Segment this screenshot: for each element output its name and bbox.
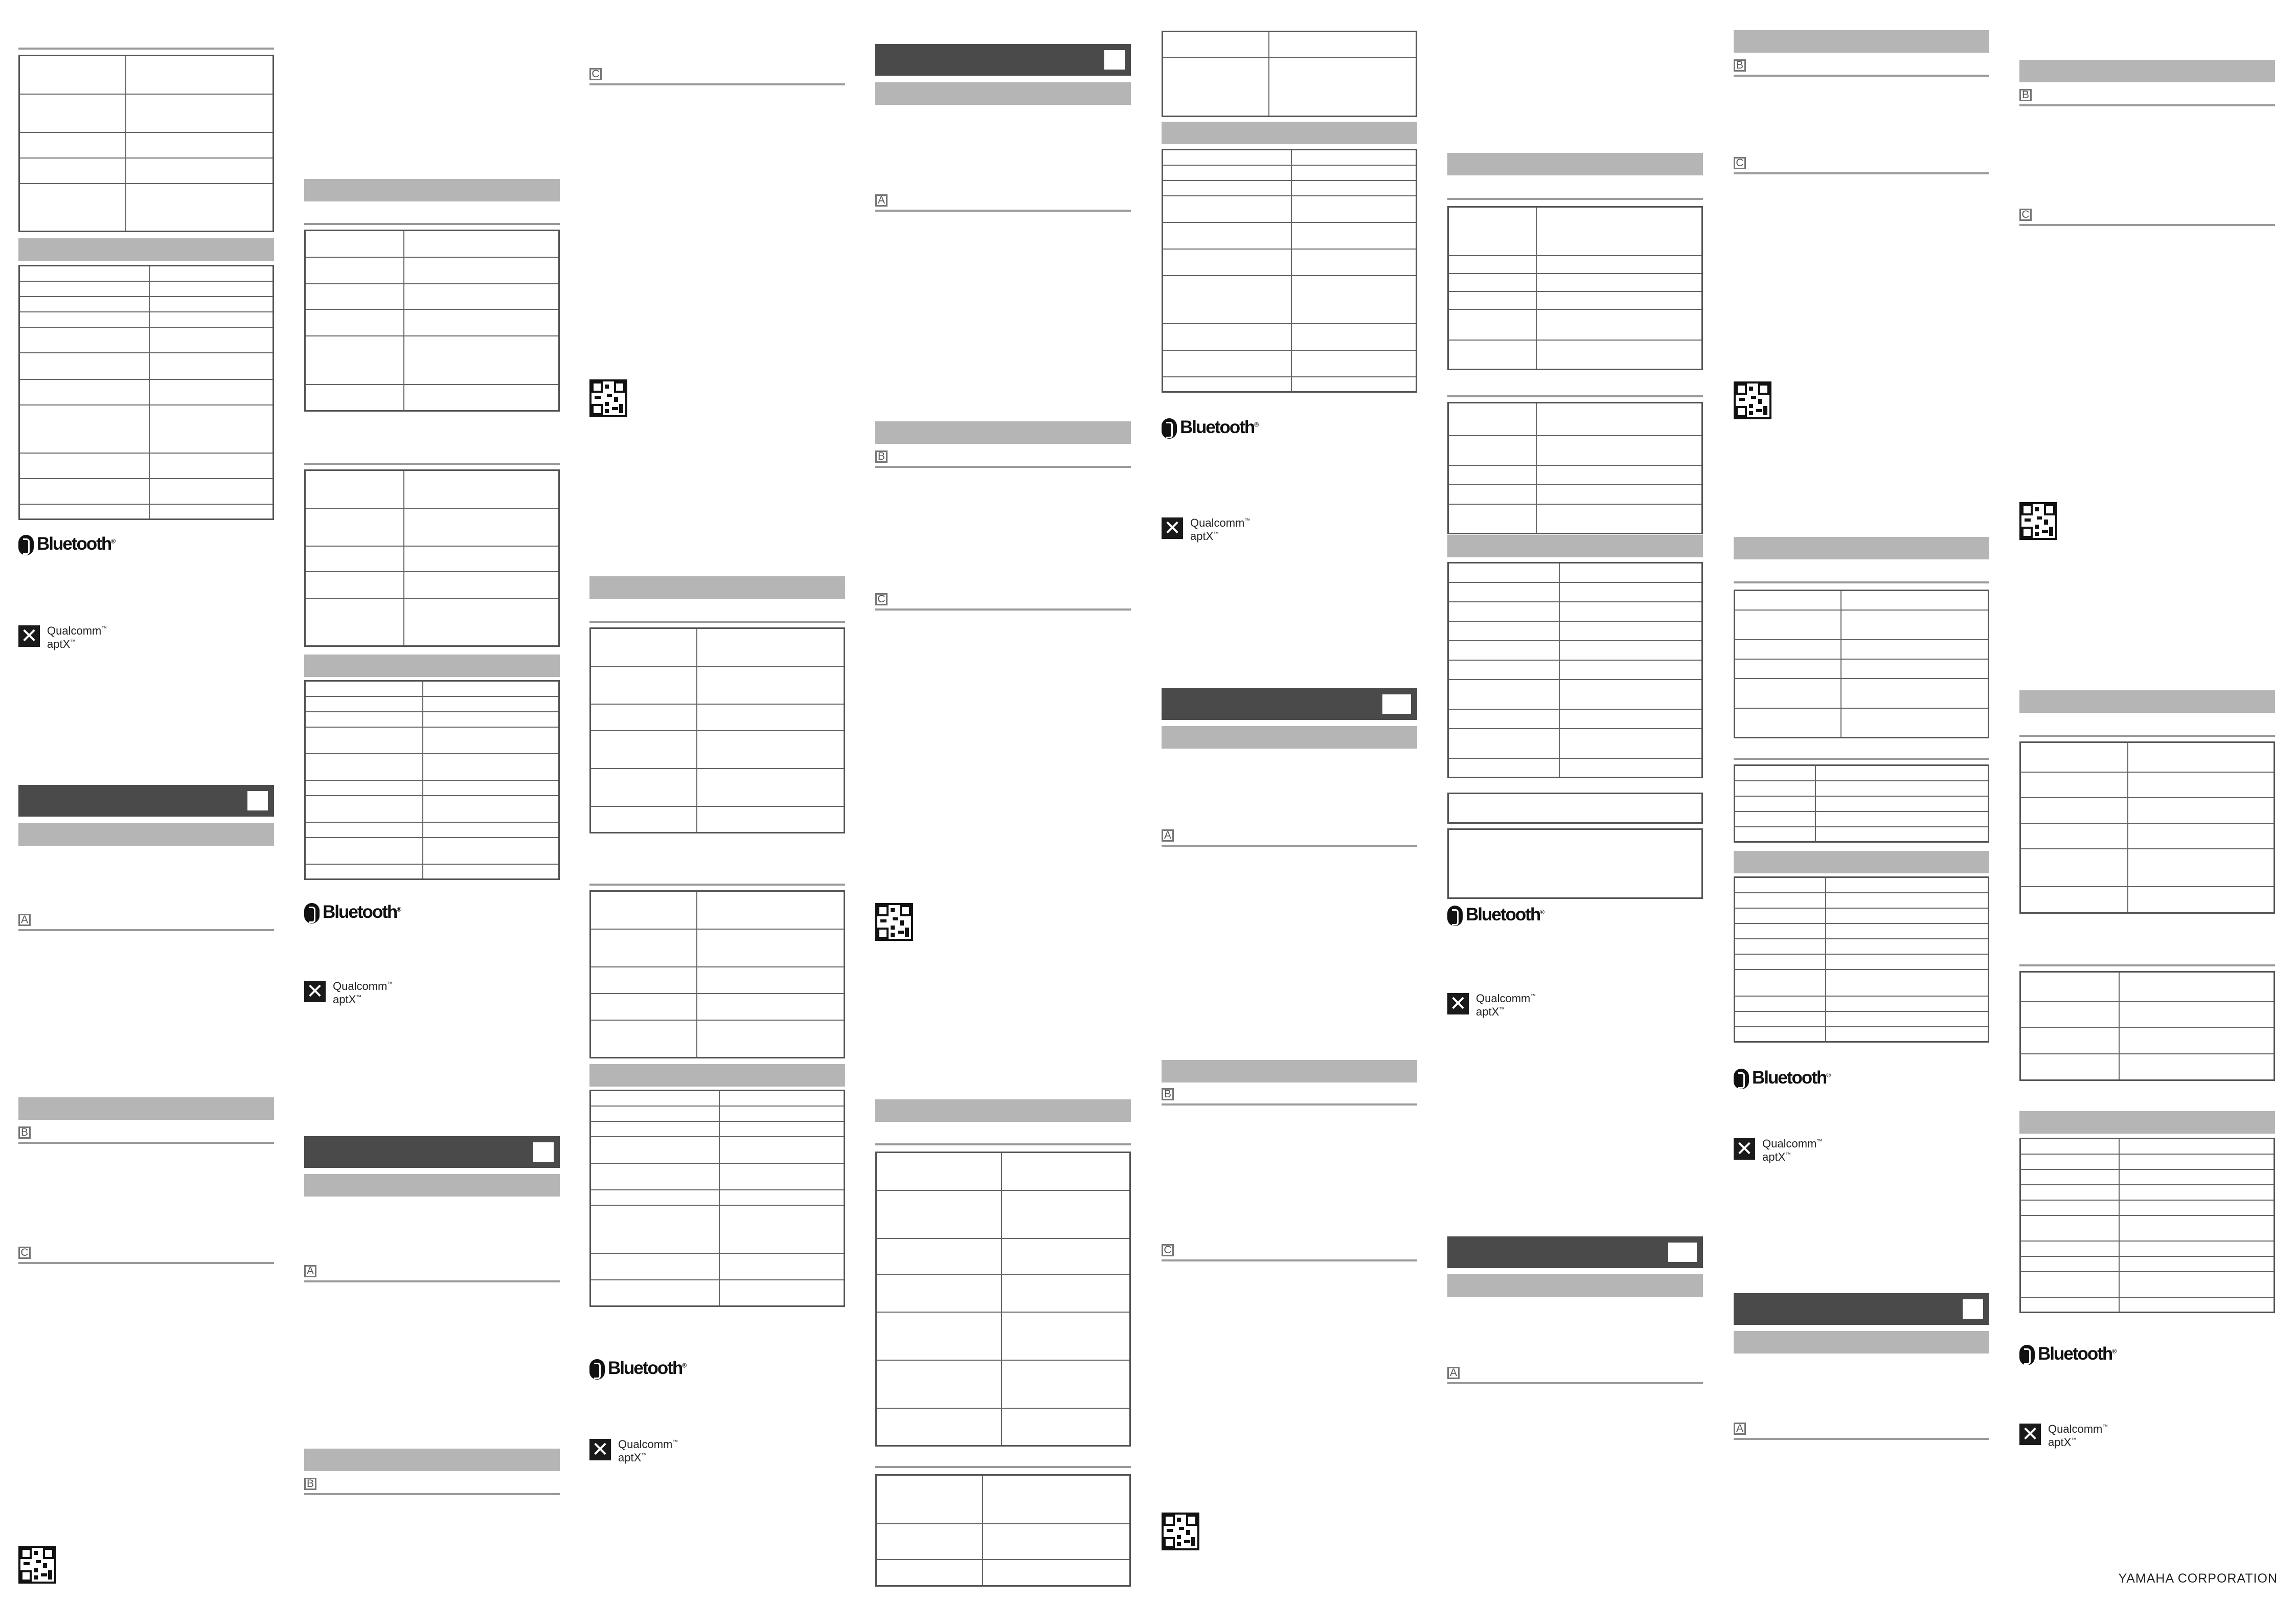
section-b: B: [18, 1126, 274, 1142]
section-header-bar: [1734, 1331, 1989, 1354]
bluetooth-icon: [304, 903, 320, 923]
spec-table: [589, 627, 845, 833]
spec-table: [1162, 149, 1417, 393]
aptx-icon: ✕: [18, 625, 40, 647]
rule: [1734, 758, 1989, 760]
spec-table: [1734, 764, 1989, 843]
note-box: [1447, 828, 1703, 899]
section-c: C: [1734, 157, 1989, 172]
section-c: C: [589, 68, 845, 83]
section-a: A: [18, 914, 274, 929]
rule: [589, 621, 845, 623]
section-b: B: [2019, 89, 2275, 104]
aptx-icon: ✕: [304, 981, 326, 1002]
section-header-bar: [304, 1449, 560, 1471]
section-header-bar: [1447, 1274, 1703, 1297]
spec-table: [1447, 402, 1703, 534]
spec-table: [304, 680, 560, 880]
section-header-bar: [1734, 851, 1989, 873]
section-c: C: [18, 1247, 274, 1262]
language-code-box: [1963, 1299, 1983, 1319]
section-header-bar: [18, 238, 274, 261]
spec-table: [1734, 590, 1989, 738]
bluetooth-wordmark: Bluetooth: [1752, 1068, 1827, 1088]
spec-table: [1447, 206, 1703, 370]
bluetooth-icon: [18, 535, 34, 555]
section-header-bar: [1447, 153, 1703, 175]
rule: [875, 1466, 1131, 1468]
language-header-bar: [18, 785, 274, 817]
spec-table: [18, 265, 274, 520]
spec-table: [589, 890, 845, 1058]
spec-table: [875, 1152, 1131, 1447]
section-header-bar: [1162, 726, 1417, 749]
qr-code: [1162, 1513, 1199, 1550]
language-header-bar: [304, 1136, 560, 1168]
rule: [304, 223, 560, 225]
rule: [1734, 581, 1989, 583]
rule: [875, 1143, 1131, 1145]
bluetooth-wordmark: Bluetooth: [323, 902, 397, 922]
section-header-bar: [1162, 122, 1417, 144]
section-header-bar: [2019, 60, 2275, 82]
bluetooth-wordmark: Bluetooth: [608, 1358, 683, 1378]
section-b: B: [1734, 59, 1989, 75]
spec-table: [2019, 971, 2275, 1081]
section-header-bar: [2019, 1111, 2275, 1134]
bluetooth-wordmark: Bluetooth: [37, 534, 111, 554]
section-header-bar: [1734, 537, 1989, 559]
rule: [304, 463, 560, 465]
qr-code: [18, 1546, 56, 1584]
bluetooth-icon: [1734, 1069, 1749, 1089]
section-header-bar: [304, 179, 560, 201]
spec-table: [1447, 562, 1703, 778]
section-b: B: [875, 450, 1131, 466]
section-a: A: [875, 194, 1131, 210]
aptx-icon: ✕: [589, 1439, 611, 1460]
section-a: A: [1162, 829, 1417, 845]
section-a: A: [304, 1265, 560, 1280]
language-code-box: [533, 1142, 554, 1162]
bluetooth-wordmark: Bluetooth: [1466, 905, 1540, 924]
bluetooth-icon: [1162, 418, 1177, 439]
language-code-box: [1382, 694, 1411, 714]
language-code-box: [1104, 50, 1125, 70]
spec-table: [1734, 876, 1989, 1043]
section-header-bar: [18, 823, 274, 846]
language-code-box: [1668, 1243, 1697, 1262]
qr-code: [589, 379, 627, 417]
spec-table: [304, 230, 560, 412]
section-header-bar: [1447, 535, 1703, 557]
section-c: C: [1162, 1244, 1417, 1259]
section-header-bar: [875, 421, 1131, 444]
qr-code: [1734, 381, 1771, 419]
aptx-icon: ✕: [1447, 993, 1469, 1014]
aptx-icon: ✕: [2019, 1424, 2041, 1445]
section-header-bar: [589, 576, 845, 599]
language-header-bar: [1447, 1236, 1703, 1268]
manufacturer-name: YAMAHA CORPORATION: [2118, 1571, 2278, 1586]
spec-table: [2019, 741, 2275, 914]
bluetooth-icon: [589, 1359, 605, 1380]
bluetooth-icon: [1447, 906, 1463, 926]
qr-code: [2019, 502, 2057, 540]
language-code-box: [247, 791, 268, 810]
rule: [2019, 964, 2275, 966]
rule: [1447, 198, 1703, 200]
section-header-bar: [589, 1064, 845, 1087]
language-header-bar: [875, 44, 1131, 76]
language-header-bar: [1734, 1293, 1989, 1325]
section-a: A: [1447, 1367, 1703, 1382]
aptx-icon: ✕: [1734, 1138, 1755, 1160]
section-header-bar: [304, 655, 560, 677]
section-header-bar: [18, 1097, 274, 1120]
bluetooth-wordmark: Bluetooth: [1180, 417, 1255, 437]
section-header-bar: [2019, 690, 2275, 713]
qr-code: [875, 903, 913, 941]
section-header-bar: [1162, 1060, 1417, 1082]
section-c: C: [875, 593, 1131, 608]
spec-table: [304, 469, 560, 647]
section-c: C: [2019, 209, 2275, 224]
aptx-icon: ✕: [1162, 517, 1183, 539]
rule: [1447, 395, 1703, 397]
section-header-bar: [875, 82, 1131, 105]
bluetooth-wordmark: Bluetooth: [2038, 1344, 2112, 1364]
section-b: B: [1162, 1088, 1417, 1103]
note-box: [1447, 793, 1703, 824]
section-header-bar: [304, 1174, 560, 1197]
spec-table: [2019, 1138, 2275, 1313]
rule: [2019, 735, 2275, 737]
spec-table: [18, 55, 274, 232]
section-header-bar: [1734, 30, 1989, 53]
bluetooth-icon: [2019, 1345, 2035, 1365]
spec-table: [589, 1090, 845, 1307]
spec-table: [1162, 31, 1417, 117]
language-header-bar: [1162, 688, 1417, 720]
rule: [18, 48, 274, 50]
section-header-bar: [875, 1099, 1131, 1122]
section-a: A: [1734, 1423, 1989, 1438]
spec-table: [875, 1474, 1131, 1587]
rule: [589, 884, 845, 886]
section-b: B: [304, 1478, 560, 1493]
